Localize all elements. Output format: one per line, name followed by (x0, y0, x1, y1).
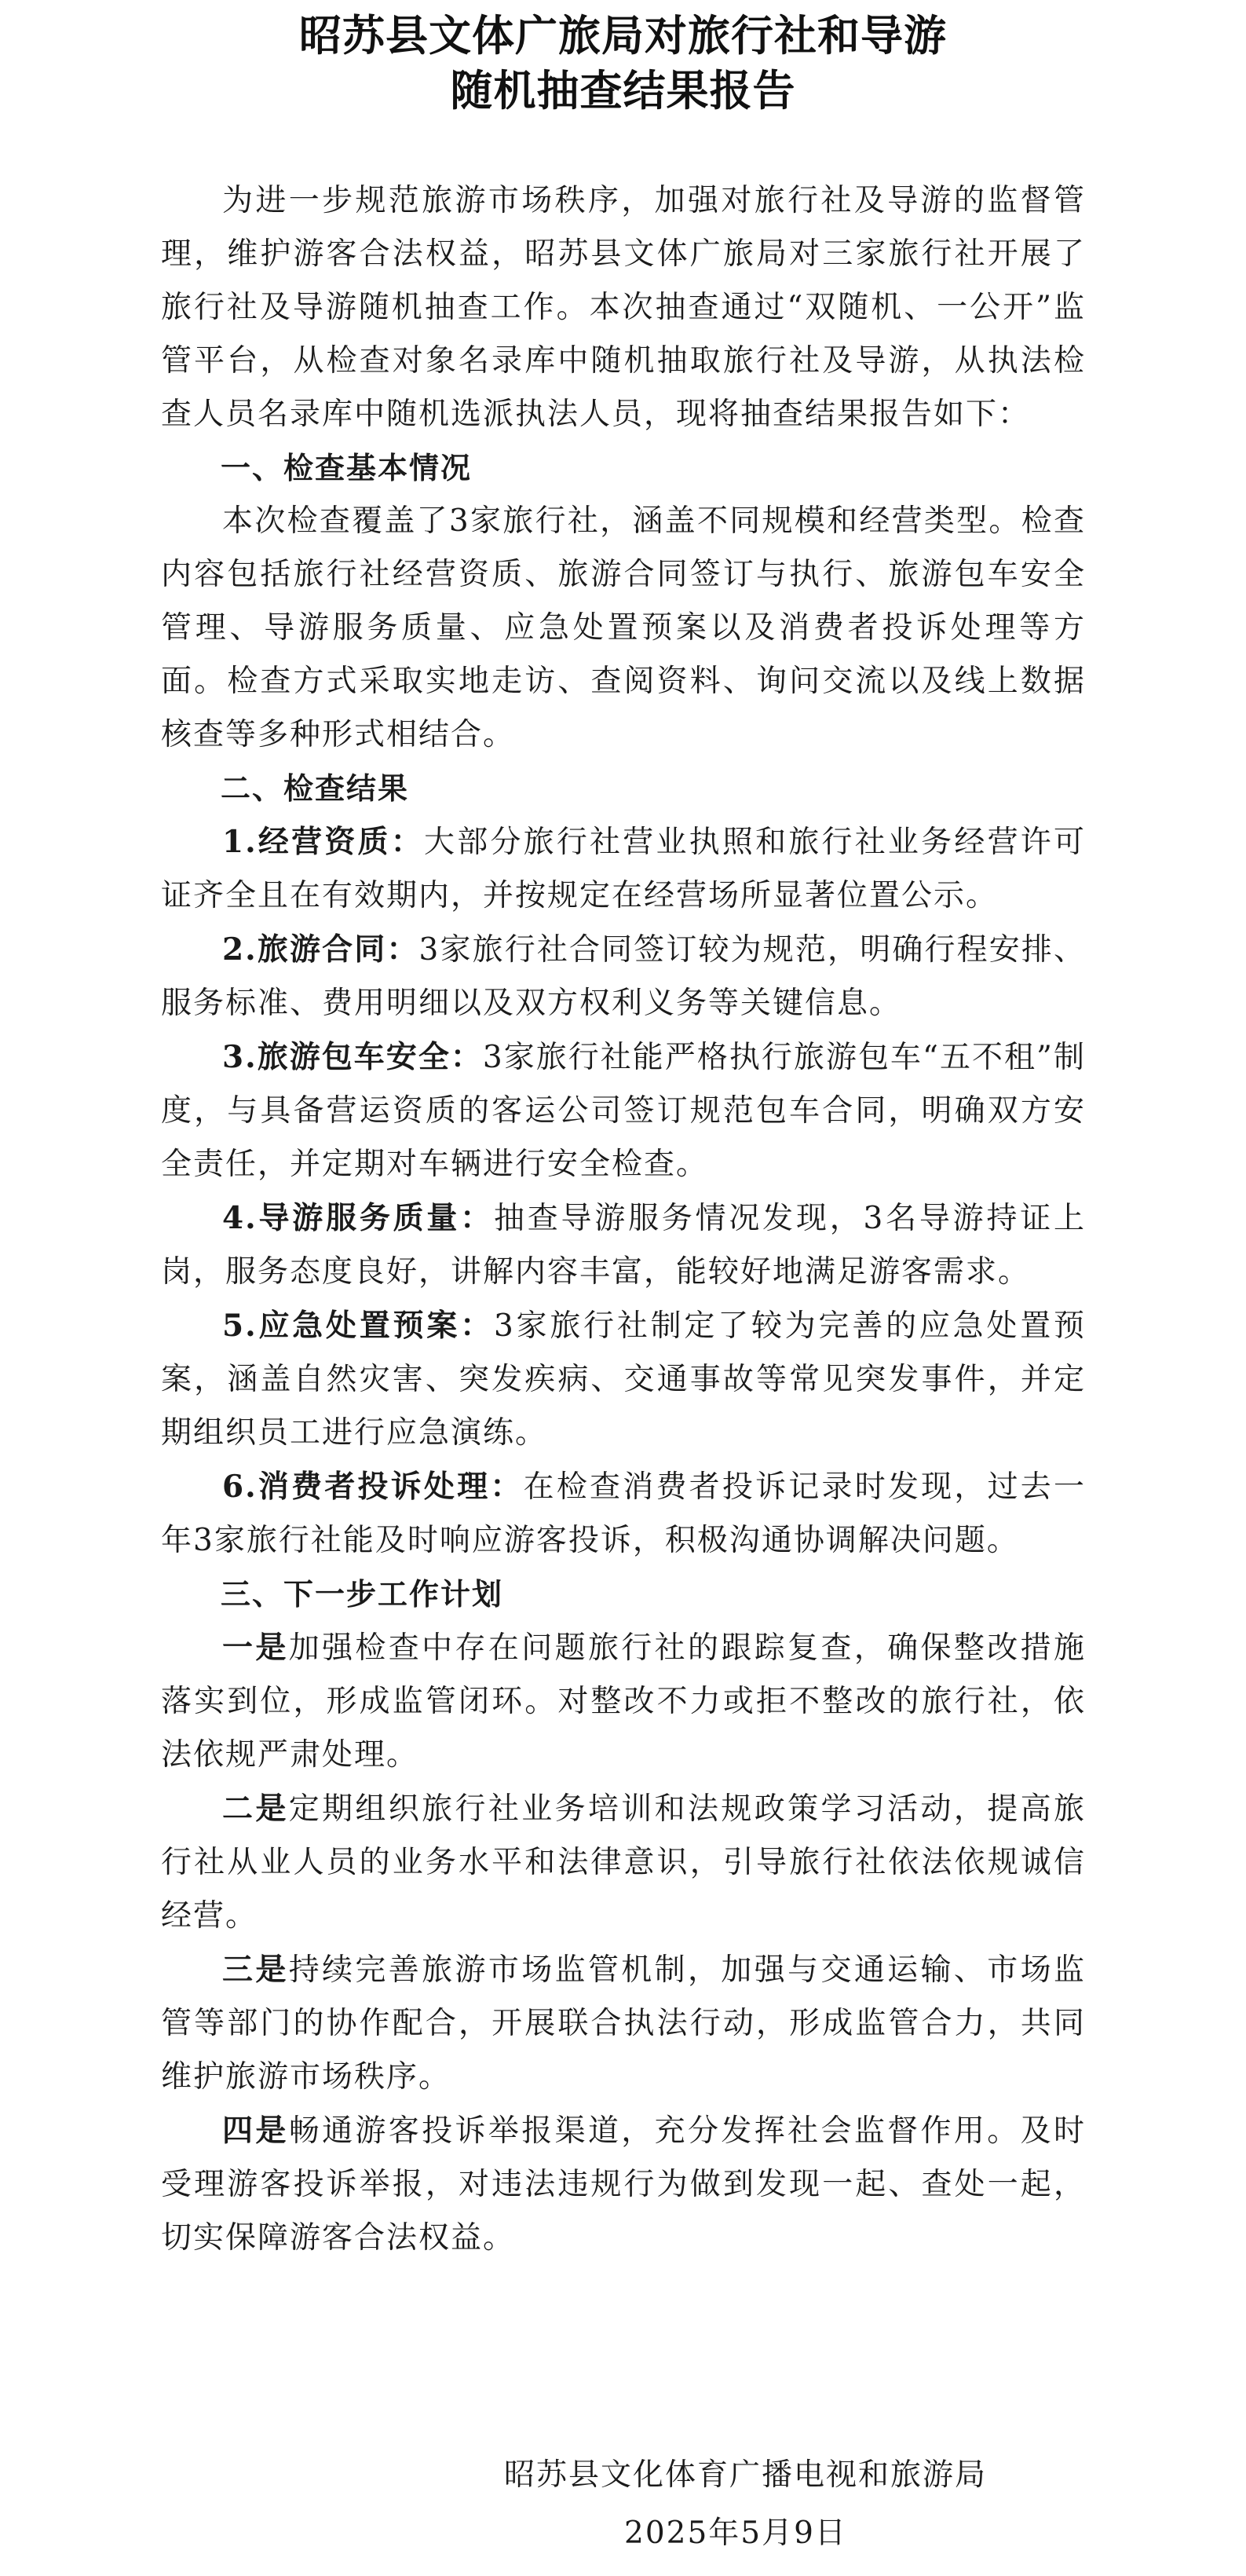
plan-item-1 (161, 1621, 1086, 1782)
signature-organization-text: 昭苏县文化体育广播电视和旅游局 (504, 2457, 988, 2493)
result-item-lead: 3.旅游包车安全： (222, 1039, 483, 1075)
plan-item-text: 畅通游客投诉举报渠道，充分发挥社会监督作用。及时受理游客投诉举报，对违法违规行为做到发现一起、查处一起，切实保障游客合法权益。 (161, 2113, 1086, 2256)
result-item-lead: 1.经营资质： (222, 824, 424, 860)
result-item-lead: 2.旅游合同： (222, 931, 419, 968)
result-item-text: 3家旅行社合同签订较为规范，明确行程安排、服务标准、费用明细以及双方权利义务等关键信息。 (161, 932, 1086, 1021)
plan-item-lead: 四是 (222, 2113, 289, 2149)
result-item-text: 在检查消费者投诉记录时发现，过去一年3家旅行社能及时响应游客投诉，积极沟通协调解决问题。 (161, 1469, 1086, 1558)
document-title-line-1: 昭苏县文体广旅局对旅行社和导游 (299, 10, 947, 60)
signature-date-text: 2025年5月9日 (624, 2516, 847, 2551)
result-item-text: 抽查导游服务情况发现，3名导游持证上岗，服务态度良好，讲解内容丰富，能较好地满足游客需求。 (161, 1201, 1086, 1290)
plan-item-text: 加强检查中存在问题旅行社的跟踪复查，确保整改措施落实到位，形成监管闭环。对整改不力或拒不整改的旅行社，依法依规严肃处理。 (161, 1630, 1086, 1773)
plan-item-lead: 三是 (222, 1952, 289, 1988)
result-item-charter-safety (161, 1030, 1086, 1191)
plan-item-3 (161, 1943, 1086, 2104)
result-item-qualification (161, 815, 1086, 923)
plan-item-text: 持续完善旅游市场监管机制，加强与交通运输、市场监管等部门的协作配合，开展联合执法行动，形成监管合力，共同维护旅游市场秩序。 (161, 1952, 1086, 2095)
plan-item-4 (161, 2104, 1086, 2265)
result-item-lead: 5.应急处置预案： (222, 1308, 494, 1344)
result-item-complaints (161, 1460, 1086, 1568)
plan-item-lead: 二是 (222, 1791, 289, 1827)
result-item-lead: 6.消费者投诉处理： (222, 1469, 524, 1505)
document-body (161, 174, 1086, 2265)
result-item-lead: 4.导游服务质量： (222, 1200, 494, 1236)
result-item-text: 3家旅行社能严格执行旅游包车“五不租”制度，与具备营运资质的客运公司签订规范包车合同，明确双方安全责任，并定期对车辆进行安全检查。 (161, 1040, 1086, 1182)
section-1-heading: 一、检查基本情况 (221, 451, 473, 485)
plan-item-lead: 一是 (222, 1630, 289, 1666)
result-item-guide-service (161, 1191, 1086, 1299)
plan-item-2 (161, 1782, 1086, 1943)
section-1-paragraph: 本次检查覆盖了3家旅行社，涵盖不同规模和经营类型。检查内容包括旅行社经营资质、旅游合同签订与执行、旅游包车安全管理、导游服务质量、应急处置预案以及消费者投诉处理等方面。检查方式采取实地走访、查阅资料、询问交流以及线上数据核查等多种形式相结合。 (161, 503, 1086, 752)
document-title-line-2: 随机抽查结果报告 (450, 65, 796, 115)
plan-item-text: 定期组织旅行社业务培训和法规政策学习活动，提高旅行社从业人员的业务水平和法律意识，引导旅行社依法依规诚信经营。 (161, 1791, 1086, 1934)
result-item-contract (161, 923, 1086, 1030)
section-3-heading: 三、下一步工作计划 (221, 1577, 504, 1612)
section-2-heading: 二、检查结果 (221, 771, 410, 806)
result-item-text: 大部分旅行社营业执照和旅行社业务经营许可证齐全且在有效期内，并按规定在经营场所显著位置公示。 (161, 825, 1086, 913)
intro-paragraph: 为进一步规范旅游市场秩序，加强对旅行社及导游的监督管理，维护游客合法权益，昭苏县文体广旅局对三家旅行社开展了旅行社及导游随机抽查工作。本次抽查通过“双随机、一公开”监管平台，从检查对象名录库中随机抽取旅行社及导游，从执法检查人员名录库中随机选派执法人员，现将抽查结果报告如下： (161, 183, 1086, 432)
result-item-emergency-plan (161, 1299, 1086, 1460)
result-item-text: 3家旅行社制定了较为完善的应急处置预案，涵盖自然灾害、突发疾病、交通事故等常见突发事件，并定期组织员工进行应急演练。 (161, 1308, 1086, 1451)
